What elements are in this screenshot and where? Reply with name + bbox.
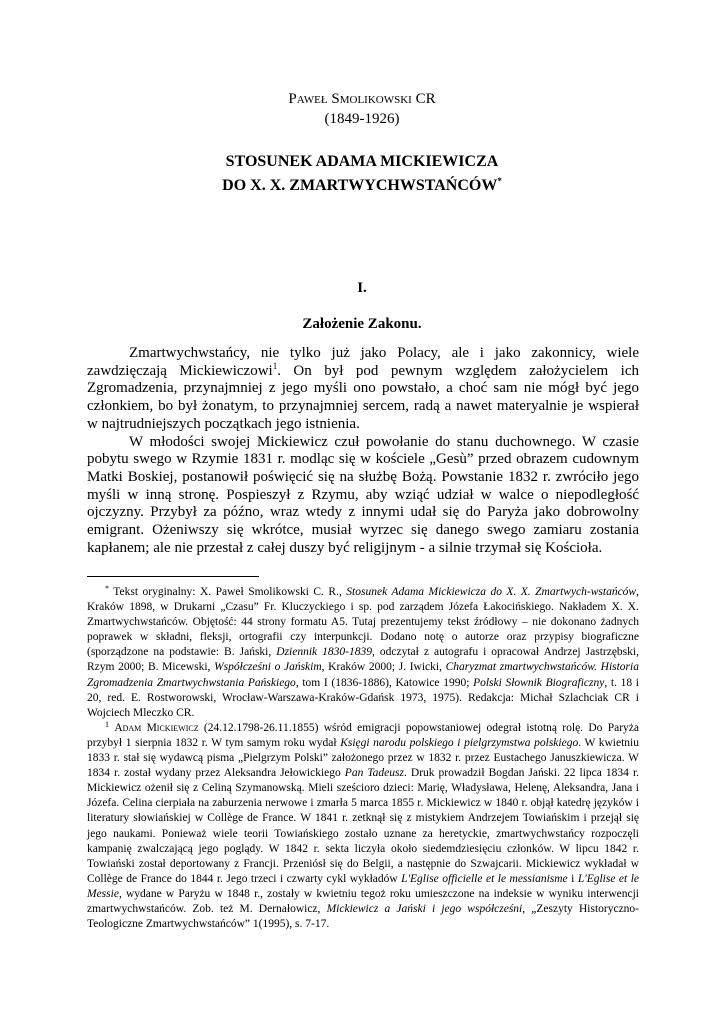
footnote-1-name: Adam Mickiewicz — [114, 721, 199, 734]
title-line-2-text: DO X. X. ZMARTWYCHWSTAŃCÓW — [222, 177, 498, 194]
footnote-1-text: , wydane w Paryżu w 1848 r., zostały w kwietniu tegoż roku umieszczone na indeksie w wyniku interwencji zmartwychwstańców. Zob. też M. Dernałowicz, — [87, 887, 639, 915]
footnote-1-title: Księgi narodu polskiego i pielgrzymstwa polskiego — [340, 736, 579, 749]
paragraph-2: W młodości swojej Mickiewicz czuł powołanie do stanu duchownego. W czasie pobytu swego w Rzymie 1831 r. modląc się w kościele „Gesù” przed obrazem cudownym Matki Boskiej, postanowił poświęcić się na służbę Bożą. Powstanie 1832 r. zwróciło jego myśli w inną stronę. Pospieszył z Rzymu, aby wziąć udział w walce o niepodległość ojczyzny. Przybył za późno, wraz wtedy z innymi udał się do Paryża jako dobrowolny emigrant. Ożeniwszy się wkrótce, musiał wyrzec się danego swego zamiaru zostania kapłanem; ale nie przestał z całej duszy być religijnym - a silnie trzymał się Kościoła. — [87, 433, 639, 556]
footnote-1-text: i — [567, 872, 578, 885]
section-number: I. — [357, 280, 367, 296]
footnote-star-text: , Kraków 2000; J. Iwicki, — [321, 661, 446, 674]
footnote-1-title: L'Eglise et le Messie — [87, 872, 640, 900]
title-footnote-marker[interactable]: * — [497, 176, 502, 186]
author-first-name: Paweł — [288, 91, 328, 107]
section-heading: Założenie Zakonu. — [302, 316, 422, 332]
footnote-star-text: , Kraków 1898, w Drukarni „Czasu” Fr. Kluczyckiego i sp. pod zarządem Józefa Łakocińskiego. Nakładem X. X. Zmartwychwstańców. Objętość: 44 strony formatu A5. Tutaj prezentujemy tekst źródłowy – nie dokonano żadnych poprawek w składni, fleksji, ortografii czy interpunkcji. Dodano notę o autorze oraz przypisy biograficzne (sporządzone na podstawie: B. Jański, — [87, 586, 639, 659]
footnote-1-text: (24.12.1798-26.11.1855) wśród emigracji popowstaniowej odegrał istotną rolę. Do Paryża przybył 1 sierpnia 1832 r. W tym samym roku wydał — [87, 721, 640, 749]
author-line — [0, 90, 724, 108]
footnote-1 — [87, 721, 639, 932]
author-suffix: CR — [415, 91, 436, 107]
footnote-1-title: Mickiewicz a Jański i jego współcześni — [326, 902, 523, 915]
footnote-1-text: , „Zeszyty Historyczno-Teologiczne Zmartwychwstańców” 1(1995), s. 7-17. — [87, 902, 640, 931]
footnote-star-title: Polski Słownik Biograficzny — [473, 676, 605, 689]
footnote-star-title: Stosunek Adama Mickiewicza do X. X. Zmartwych-wstańców — [346, 586, 637, 598]
title-line-2 — [0, 174, 724, 198]
author-last-name: Smolikowski — [331, 91, 412, 107]
body-text — [87, 345, 639, 557]
footnote-1-title: Pan Tadeusz — [344, 767, 404, 780]
footnote-star-text: , odczytał z autografu i opracował Andrzej Jastrzębski, Rzym 2000; B. Micewski, — [87, 646, 639, 674]
footnote-star-text: , tom I (1836-1886), Katowice 1990; — [295, 676, 474, 689]
footnote-star-text: Tekst oryginalny: X. Paweł Smolikowski C. R., — [113, 586, 347, 598]
footnote-star-text: , t. 18 i 20, red. E. Rostworowski, Wrocław-Warszawa-Kraków-Gdańsk 1973, 1975). Redakcja: Michał Szlachciak CR i Wojciech Mleczko CR. — [87, 676, 639, 719]
paragraph-1 — [87, 345, 639, 434]
footnote-star — [87, 585, 639, 721]
footnote-1-text: . W kwietniu 1833 r. stał się wydawcą pisma „Pielgrzym Polski” założonego przez w 1832 r. przez Eustachego Januszkiewicza. W 1834 r. został wydany przez Aleksandra Jełowickiego — [87, 736, 639, 780]
page-title — [0, 150, 724, 198]
footnote-star-title: Charyzmat zmartwychwstańców. Historia Zgromadzenia Zmartwychwstania Pańskiego — [87, 661, 639, 689]
author-dates: (1849-1926) — [324, 111, 400, 127]
paragraph-1-part-b: . On był pod pewnym względem założycielem ich Zgromadzenia, przynajmniej z jego myśli ono powstało, a choć sam nie mógł być jego członkiem, bo był żonatym, to przynajmniej sercem, radą a nawet materyalnie je wspierał w najtrudniejszych początkach jego istnienia. — [87, 362, 639, 432]
footnote-1-text: . Druk prowadził Bogdan Jański. 22 lipca 1834 r. Mickiewicz ożenił się z Celiną Szymanowską. Mieli sześcioro dzieci: Marię, Władysława, Helenę, Aleksandra, Jana i Józefa. Celina cierpiała na zaburzenia nerwowe i zmarła 5 marca 1855 r. Mickiewicz w 1840 r. objął katedrę języków i literatury słowiańskiej w Collège de France. W 1841 r. zetknął się z mistykiem Andrzejem Towiańskim i przejął się jego naukami. Ponieważ wiele teorii Towiańskiego zostało uznane za heretyckie, zmartwychwstańcy rozpoczęli kampanię zwalczającą jego poglądy. W 1842 r. sekta liczyła około siedemdziesięciu członków. W lipcu 1842 r. Towiański został deportowany z Francji. Przeniósł się do Belgii, a następnie do Szwajcarii. Mickiewicz wykładał w Collège de France do 1844 r. Jego trzeci i czwarty cykl wykładów — [87, 767, 640, 885]
title-line-1: STOSUNEK ADAMA MICKIEWICZA — [225, 153, 499, 170]
footnote-ref-1[interactable]: 1 — [272, 360, 278, 371]
footnote-1-title: L'Eglise officielle et le messianisme — [401, 872, 568, 885]
footnote-1-marker: 1 — [105, 719, 109, 729]
footnote-separator — [87, 576, 259, 577]
footnote-star-title: Współcześni o Jańskim — [214, 661, 322, 674]
footnote-star-marker: * — [105, 584, 109, 593]
footnote-star-title: Dziennik 1830-1839 — [276, 646, 372, 659]
footnotes — [87, 585, 639, 932]
paragraph-1-part-a: Zmartwychwstańcy, nie tylko już jako Polacy, ale i jako zakonnicy, wiele zawdzięczają Mickiewiczowi — [87, 345, 639, 379]
